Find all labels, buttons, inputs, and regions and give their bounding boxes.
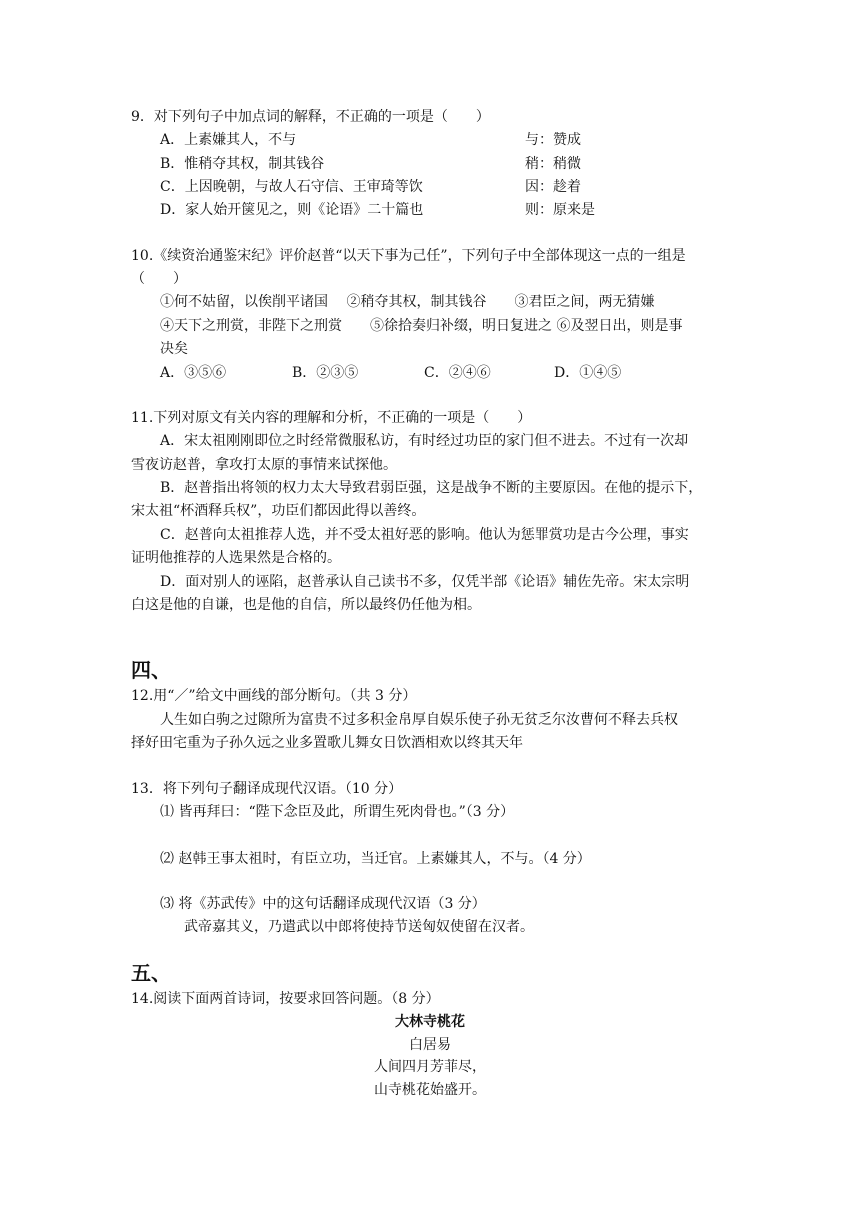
- q9-option-c: [160, 177, 720, 197]
- q11-line: A．宋太祖刚刚即位之时经常微服私访，有时经过功臣的家门但不进去。不过有一次却: [160, 433, 689, 449]
- q10-choice-a: A．③⑤⑥: [160, 365, 227, 381]
- q11-line: D．面对别人的诬陷，赵普承认自己读书不多，仅凭半部《论语》辅佐先帝。宋太宗明: [160, 574, 690, 590]
- poem-line: 人间四月芳菲尽，: [374, 1059, 486, 1075]
- q12-passage-line: 人生如白驹之过隙所为富贵不过多积金帛厚自娱乐使子孙无贫乏尔汝曹何不释去兵权: [160, 712, 678, 728]
- q9-option-text: C．上因晚朝，与故人石守信、王审琦等饮: [160, 179, 423, 195]
- q9-meaning-text: 与：赞成: [525, 132, 581, 148]
- q9-option-d: [160, 200, 720, 220]
- poem-line: 山寺桃花始盛开。: [374, 1082, 486, 1098]
- q9-meaning-text: 因：趁着: [525, 179, 581, 195]
- q9-option-a: [160, 130, 720, 150]
- q9-meaning-text: 则：原来是: [525, 202, 595, 218]
- q13-sentence-1: ⑴ 皆再拜曰：“陛下念臣及此，所谓生死肉骨也。”（3 分）: [160, 804, 515, 820]
- q11-line: 白这是他的自谦，也是他的自信，所以最终仍任他为相。: [131, 597, 481, 613]
- q9-meaning-text: 稍：稍微: [525, 156, 581, 172]
- q13-sentence-3: ⑶ 将《苏武传》中的这句话翻译成现代汉语（3 分）: [160, 896, 486, 912]
- q13-sentence-2: ⑵ 赵韩王事太祖时，有臣立功，当迁官。上素嫌其人，不与。（4 分）: [160, 851, 591, 867]
- q10-stem-paren: （ ）: [131, 271, 187, 287]
- q9-option-text: A．上素嫌其人，不与: [160, 132, 297, 148]
- section-heading-4: 四、: [131, 658, 171, 682]
- q10-choice-c: C．②④⑥: [424, 365, 491, 381]
- q10-choice-b: B．②③⑤: [292, 365, 359, 381]
- q10-line: ①何不姑留，以俟削平诸国 ②稍夺其权，制其钱谷 ③君臣之间，两无猜嫌: [160, 294, 655, 310]
- q10-stem: 10.《续资治通鉴宋纪》评价赵普“以天下事为己任”，下列句子中全部体现这一点的一组是: [131, 248, 686, 264]
- q9-option-text: B．惟稍夺其权，制其钱谷: [160, 156, 325, 172]
- q9-option-text: D．家人始开箧见之，则《论语》二十篇也: [160, 202, 424, 218]
- q13-sentence-3-text: 武帝嘉其义，乃遣武以中郎将使持节送匈奴使留在汉者。: [184, 919, 534, 935]
- section-heading-5: 五、: [131, 961, 171, 985]
- q9-option-b: [160, 154, 720, 174]
- q11-line: B．赵普指出将领的权力太大导致君弱臣强，这是战争不断的主要原因。在他的提示下，: [160, 480, 703, 496]
- q12-passage-line: 择好田宅重为子孙久远之业多置歌儿舞女日饮酒相欢以终其天年: [131, 735, 523, 751]
- q9-stem: 9．对下列句子中加点词的解释，不正确的一项是（ ）: [131, 109, 490, 125]
- q12-stem: 12.用“／”给文中画线的部分断句。（共 3 分）: [131, 688, 417, 704]
- q13-stem: 13．将下列句子翻译成现代汉语。（10 分）: [131, 781, 403, 797]
- q10-choice-d: D．①④⑤: [554, 365, 622, 381]
- q11-line: C．赵普向太祖推荐人选，并不受太祖好恶的影响。他认为惩罪赏功是古今公理，事实: [160, 527, 689, 543]
- q14-stem: 14.阅读下面两首诗词，按要求回答问题。（8 分）: [131, 991, 440, 1007]
- q10-line: 决矣: [160, 341, 188, 357]
- q10-line: ④天下之刑赏，非陛下之刑赏 ⑤徐拾奏归补缀，明日复进之 ⑥及翌日出，则是事: [160, 318, 683, 334]
- poem-title: 大林寺桃花: [395, 1014, 465, 1030]
- q11-line: 雪夜访赵普，拿攻打太原的事情来试探他。: [131, 457, 397, 473]
- q11-stem: 11.下列对原文有关内容的理解和分析，不正确的一项是（ ）: [131, 410, 532, 426]
- q11-line: 证明他推荐的人选果然是合格的。: [131, 550, 341, 566]
- q11-line: 宋太祖“杯酒释兵权”，功臣们都因此得以善终。: [131, 503, 426, 519]
- poem-author: 白居易: [409, 1037, 451, 1053]
